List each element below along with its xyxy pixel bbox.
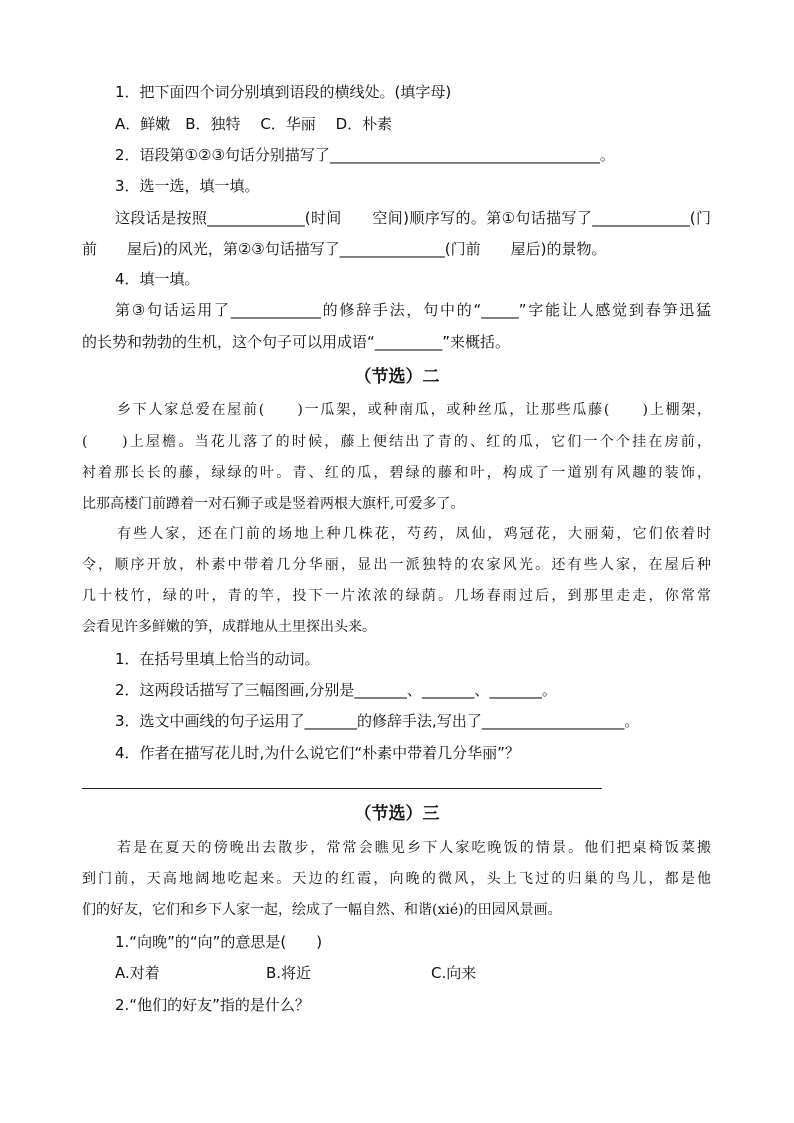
part1-question-1: 1．把下面四个词分别填到语段的横线处。(填字母): [115, 83, 452, 101]
part3-question-1: 1.“向晚”的“向”的意思是( ): [115, 933, 323, 951]
part1-question-3-line-2: 前 屋后)的风光，第②③句话描写了______________(门前 屋后)的景物。: [82, 240, 607, 258]
part2-question-4: 4．作者在描写花儿时,为什么说它们“朴素中带着几分华丽”？: [115, 744, 520, 762]
part2-question-2: 2．这两段话描写了三幅图画,分别是_______、_______、_______。: [115, 681, 557, 699]
passage2-p2-line-4: 会看见许多鲜嫩的笋，成群地从土里探出头来。: [82, 619, 376, 635]
part1-question-3-line-1: 这段话是按照_____________(时间 空间)顺序写的。第①句话描写了_____________(门: [115, 209, 711, 227]
part3-question-2: 2.“他们的好友”指的是什么？: [115, 996, 310, 1014]
part1-question-3: 3．选一选，填一填。: [115, 177, 260, 195]
part1-question-2: 2．语段第①②③句话分别描写了____________________________________。: [115, 146, 615, 164]
passage3-line-3: 们的好友，它们和乡下人家一起，绘成了一幅自然、和谐(xié)的田园风景画。: [82, 902, 562, 918]
part2-question-1: 1．在括号里填上恰当的动词。: [115, 650, 320, 668]
passage2-p2-line-1: 有些人家，还在门前的场地上种几株花，芍药，凤仙，鸡冠花，大丽菊，它们依着时: [117, 526, 711, 542]
part3-question-1-option-b: B.将近: [266, 964, 312, 982]
part1-question-4-line-1: 第③句话运用了____________的修辞手法，句中的“_____”字能让人感觉到春笋迅猛: [115, 301, 711, 319]
part1-question-4: 4．填一填。: [115, 270, 200, 288]
passage2-p1-line-3: 衬着那长长的藤，绿绿的叶。青、红的瓜，碧绿的藤和叶，构成了一道别有风趣的装饰，: [82, 465, 711, 481]
section-title-2: （节选）二: [354, 367, 440, 387]
part1-question-4-line-2: 的长势和勃勃的生机，这个句子可以用成语“_________”来概括。: [82, 333, 511, 351]
answer-line: [82, 788, 602, 789]
passage2-p2-line-2: 令，顺序开放，朴素中带着几分华丽，显出一派独特的农家风光。还有些人家，在屋后种: [82, 557, 711, 573]
section-title-3: （节选）三: [354, 804, 440, 824]
passage2-p1-line-2: ( )上屋檐。当花儿落了的时候，藤上便结出了青的、红的瓜，它们一个个挂在房前，: [82, 434, 711, 450]
passage2-p2-line-3: 几十枝竹，绿的叶，青的竿，投下一片浓浓的绿荫。几场春雨过后，到那里走走，你常常: [82, 588, 711, 604]
passage2-p1-line-4: 比那高楼门前蹲着一对石狮子或是竖着两根大旗杆,可爱多了。: [82, 496, 465, 512]
passage2-p1-line-1: 乡下人家总爱在屋前( )一瓜架，或种南瓜，或种丝瓜，让那些瓜藤( )上棚架，: [117, 402, 711, 418]
passage3-line-2: 到门前，天高地阔地吃起来。天边的红霞，向晚的微风，头上飞过的归巢的鸟儿，都是他: [82, 871, 711, 887]
part3-question-1-option-c: C.向来: [431, 964, 477, 982]
part1-question-1-options: A．鲜嫩 B．独特 C．华丽 D．朴素: [115, 115, 393, 133]
part2-question-3: 3．选文中画线的句子运用了_______的修辞手法,写出了___________________。: [115, 712, 640, 730]
part3-question-1-option-a: A.对着: [115, 964, 160, 982]
passage3-line-1: 若是在夏天的傍晚出去散步，常常会瞧见乡下人家吃晚饭的情景。他们把桌椅饭菜搬: [117, 840, 711, 856]
